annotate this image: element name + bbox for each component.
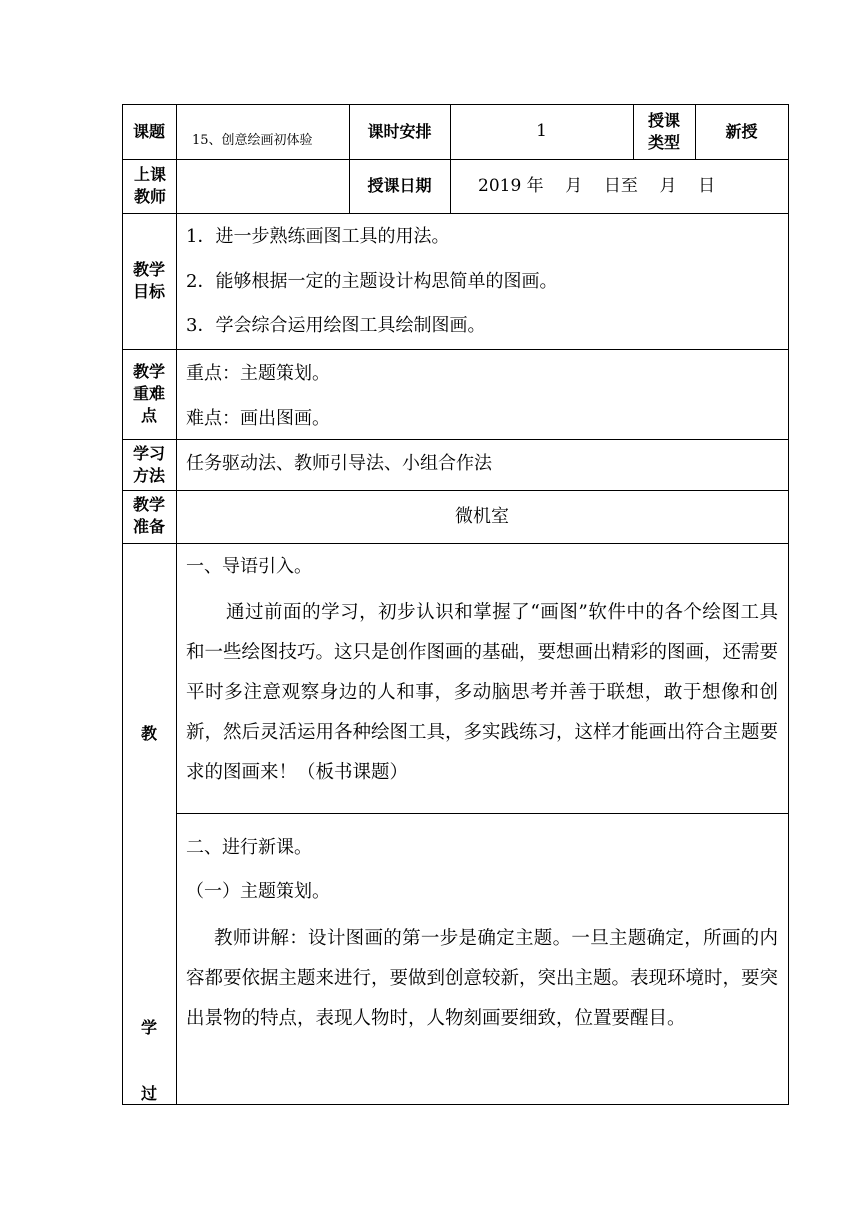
schedule-value: 1 <box>536 121 547 141</box>
section1-body: 通过前面的学习，初步认识和掌握了“画图”软件中的各个绘图工具和一些绘图技巧。这只是创作图画的基础，要想画出精彩的图画，还需要平时多注意观察身边的人和事，多动脑思考并善于联想，敢于想像和创新，然后灵活运用各种绘图工具，多实践练习，这样才能画出符合主题要求的图画来！（板书课题） <box>186 602 779 783</box>
date-value: 2019 年 月 日至 月 日 <box>478 176 716 196</box>
teacher-label: 上课教师 <box>133 165 166 206</box>
table-border <box>633 104 634 159</box>
lesson-label: 课题 <box>132 122 165 141</box>
table-border <box>122 349 789 350</box>
type-value: 新授 <box>725 122 758 141</box>
table-border <box>122 159 789 160</box>
table-border <box>788 104 789 1105</box>
key-point: 重点：主题策划。 <box>186 363 330 384</box>
table-border <box>122 213 789 214</box>
table-border <box>176 104 177 1105</box>
section2-body: 教师讲解：设计图画的第一步是确定主题。一旦主题确定，所画的内容都要依据主题来进行，要做到创意较新，突出主题。表现环境时，要突出景物的特点，表现人物时，人物刻画要细致，位置要醒目。 <box>186 928 779 1029</box>
process-side-char: 教 <box>140 724 157 743</box>
table-border <box>122 439 789 440</box>
type-label: 授课类型 <box>647 111 680 152</box>
method-label: 学习方法 <box>132 444 165 485</box>
section2-subtitle: （一）主题策划。 <box>186 881 330 902</box>
keypoints-label: 教学重难点 <box>132 362 165 425</box>
goal-item: 2．能够根据一定的主题设计构思简单的图画。 <box>186 271 558 292</box>
table-border <box>122 104 123 1105</box>
schedule-label: 课时安排 <box>367 122 432 141</box>
prep-label: 教学准备 <box>132 495 165 536</box>
goal-item: 3．学会综合运用绘图工具绘制图画。 <box>186 315 486 336</box>
lesson-value: 15、创意绘画初体验 <box>192 133 313 148</box>
date-label: 授课日期 <box>367 176 432 195</box>
table-border <box>122 104 789 105</box>
goals-label: 教学目标 <box>132 260 165 301</box>
table-border <box>122 490 789 491</box>
section2-title: 二、进行新课。 <box>186 837 312 858</box>
prep-value: 微机室 <box>455 506 509 527</box>
section1-title: 一、导语引入。 <box>186 556 312 577</box>
process-side-char: 学 <box>140 1018 157 1037</box>
difficult-point: 难点：画出图画。 <box>186 408 330 429</box>
goal-item: 1．进一步熟练画图工具的用法。 <box>186 226 450 247</box>
process-side-char: 过 <box>140 1084 157 1103</box>
table-border <box>122 543 789 544</box>
method-value: 任务驱动法、教师引导法、小组合作法 <box>186 453 492 474</box>
table-border <box>122 1104 789 1105</box>
table-border <box>176 813 789 814</box>
